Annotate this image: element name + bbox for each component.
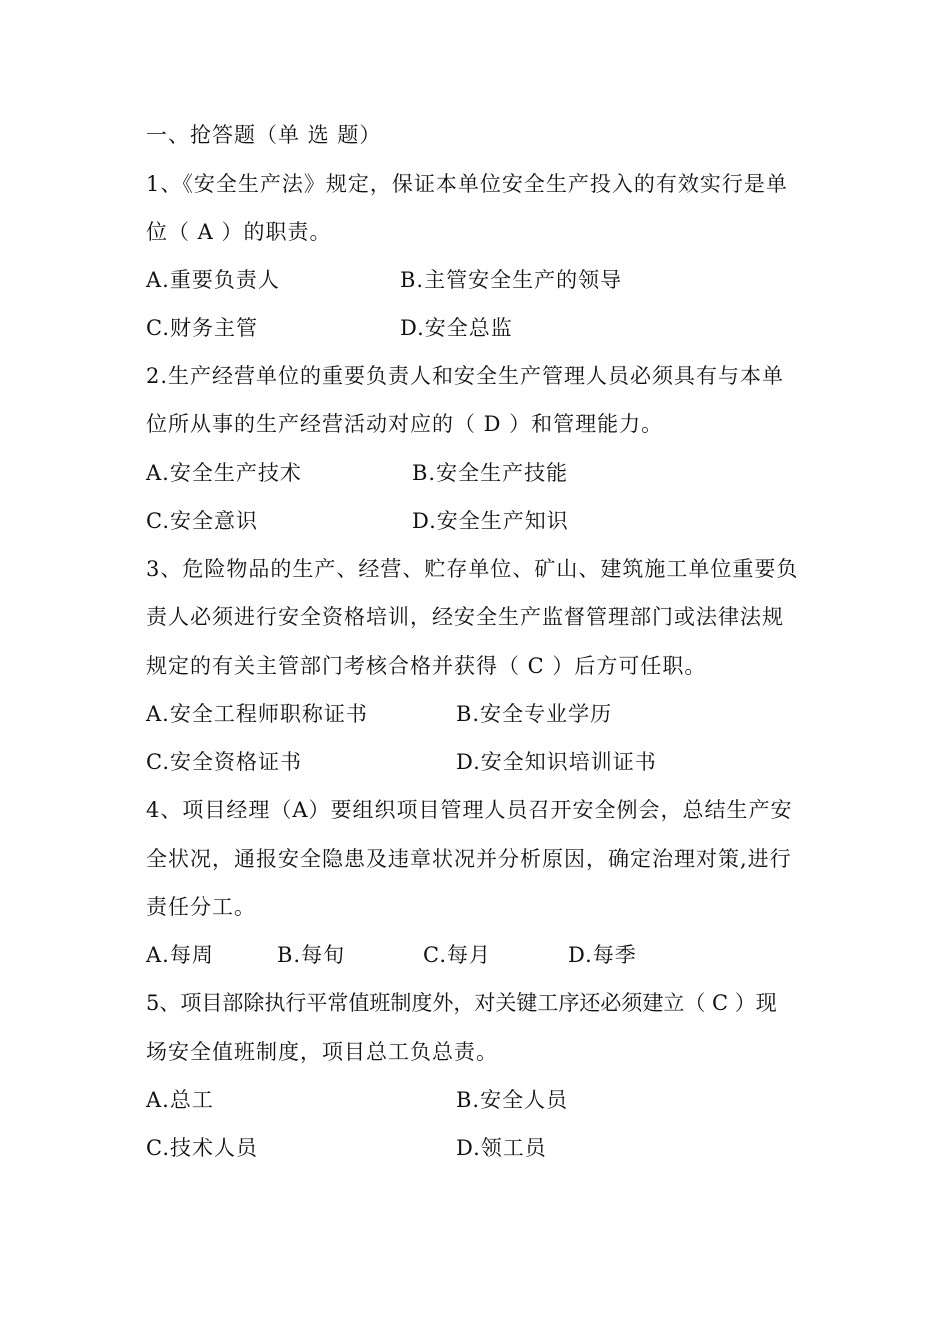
question-5-option-c: C.技术人员 (146, 1136, 258, 1160)
question-4-line-3: 责任分工。 (146, 895, 256, 919)
question-2-option-c: C.安全意识 (146, 509, 258, 533)
question-5-option-b: B.安全人员 (456, 1088, 569, 1112)
question-2-option-b: B.安全生产技能 (412, 461, 569, 485)
question-3-option-a: A.安全工程师职称证书 (146, 702, 368, 726)
question-2-line-2: 位所从事的生产经营活动对应的（ D ）和管理能力。 (146, 412, 664, 436)
question-4-line-1: 4、项目经理（A）要组织项目管理人员召开安全例会，总结生产安 (146, 798, 793, 822)
question-3-option-c: C.安全资格证书 (146, 750, 302, 774)
question-1-option-c: C.财务主管 (146, 316, 258, 340)
question-2-option-d: D.安全生产知识 (412, 509, 569, 533)
question-3-line-3: 规定的有关主管部门考核合格并获得（ C ）后方可任职。 (146, 654, 707, 678)
section-heading: 一、抢答题（单 选 题） (146, 123, 382, 147)
question-4-option-b: B.每旬 (277, 943, 346, 967)
question-4-option-a: A.每周 (146, 943, 214, 967)
question-3-line-1: 3、危险物品的生产、经营、贮存单位、矿山、建筑施工单位重要负 (146, 557, 799, 581)
question-5-line-2: 场安全值班制度，项目总工负总责。 (146, 1040, 498, 1064)
question-1-line-2: 位（ A ）的职责。 (146, 220, 332, 244)
question-4-option-c: C.每月 (423, 943, 491, 967)
question-4-line-2: 全状况，通报安全隐患及违章状况并分析原因，确定治理对策,进行 (146, 847, 792, 871)
question-1-option-a: A.重要负责人 (146, 268, 280, 292)
question-4-option-d: D.每季 (568, 943, 637, 967)
question-5-line-1: 5、项目部除执行平常值班制度外，对关键工序还必须建立（ C ）现 (146, 991, 777, 1015)
question-2-option-a: A.安全生产技术 (146, 461, 302, 485)
question-2-line-1: 2.生产经营单位的重要负责人和安全生产管理人员必须具有与本单 (146, 364, 785, 388)
question-1-option-b: B.主管安全生产的领导 (400, 268, 623, 292)
question-3-line-2: 责人必须进行安全资格培训，经安全生产监督管理部门或法律法规 (146, 605, 784, 629)
question-5-option-d: D.领工员 (456, 1136, 547, 1160)
question-5-option-a: A.总工 (146, 1088, 214, 1112)
question-1-option-d: D.安全总监 (400, 316, 513, 340)
question-3-option-b: B.安全专业学历 (456, 702, 613, 726)
question-3-option-d: D.安全知识培训证书 (456, 750, 657, 774)
question-1-line-1: 1、《安全生产法》规定，保证本单位安全生产投入的有效实行是单 (146, 172, 788, 196)
